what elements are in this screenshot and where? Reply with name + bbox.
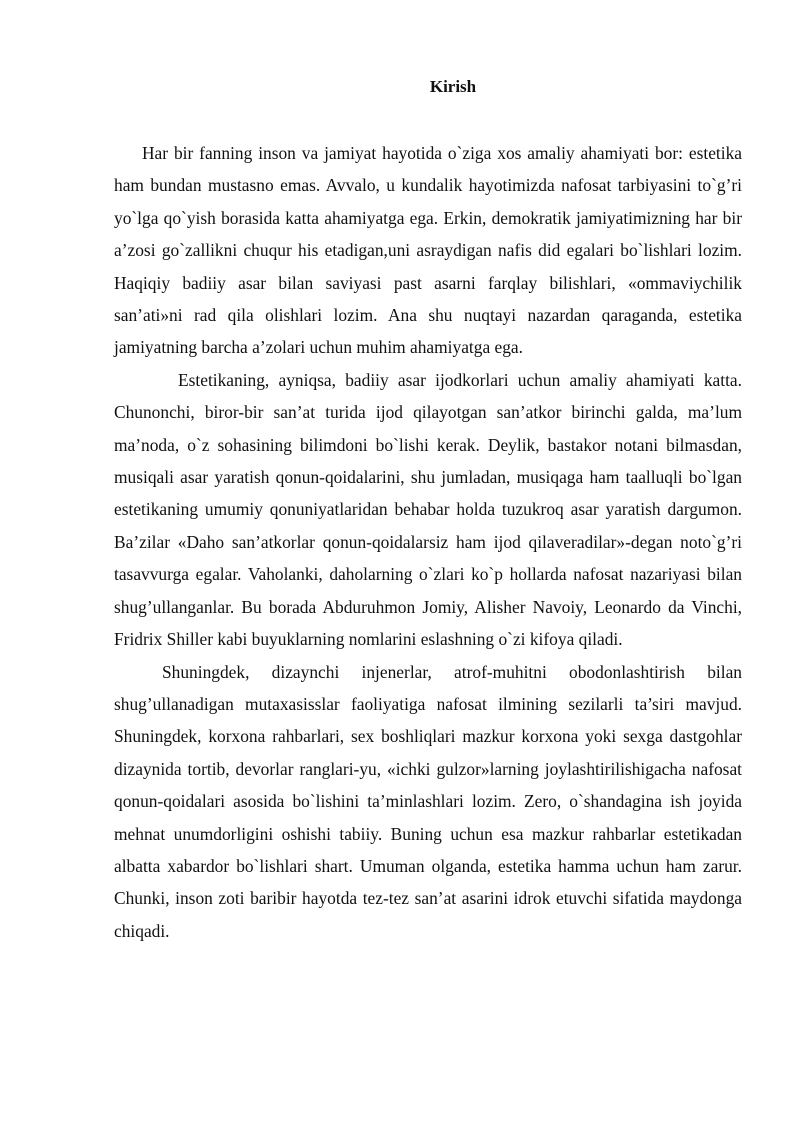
paragraph-2: Estetikaning, ayniqsa, badiiy asar ijodkorlari uchun amaliy ahamiyati katta. Chunonchi, biror-bir san’at turida ijod qilayotgan san’atkor birinchi galda, ma’lum ma’noda, o`z sohasining bilimdoni bo`lishi kerak. Deylik, bastakor notani bilmasdan, musiqali asar yaratish qonun-qoidalarini, shu jumladan, musiqaga ham taalluqli bo`lgan estetikaning umumiy qonuniyatlaridan behabar holda tuzukroq asar yaratish dargumon. Ba’zilar «Daho san’atkorlar qonun-qoidalarsiz ham ijod qilaveradilar»-degan noto`g’ri tasavvurga egalar. Vaholanki, daholarning o`zlari ko`p hollarda nafosat nazariyasi bilan shug’ullanganlar. Bu borada Abduruhmon Jomiy, Alisher Navoiy, Leonardo da Vinchi, Fridrix Shiller kabi buyuklarning nomlarini eslashning o`zi kifoya qiladi.	[114, 369, 742, 650]
paragraph-3: Shuningdek, dizaynchi injenerlar, atrof-muhitni obodonlashtirish bilan shug’ullanadigan mutaxasisslar faoliyatiga nafosat ilmining sezilarli ta’siri mavjud. Shuningdek, korxona rahbarlari, sex boshliqlari mazkur korxona yoki sexga dastgohlar dizaynida tortib, devorlar ranglari-yu, «ichki gulzor»larning joylashtirilishigacha nafosat qonun-qoidalari asosida bo`lishini ta’minlashlari lozim. Zero, o`shandagina ish joyida mehnat unumdorligini oshishi tabiiy. Buning uchun esa mazkur rahbarlar estetikadan albatta xabardor bo`lishlari shart. Umuman olganda, estetika hamma uchun ham zarur. Chunki, inson zoti baribir hayotda tez-tez san’at asarini idrok etuvchi sifatida maydonga chiqadi.	[114, 661, 742, 941]
paragraph-1: Har bir fanning inson va jamiyat hayotida o`ziga xos amaliy ahamiyati bor: estetika ham bundan mustasno emas. Avvalo, u kundalik hayotimizda nafosat tarbiyasini to`g’ri yo`lga qo`yish borasida katta ahamiyatga ega. Erkin, demokratik jamiyatimizning har bir a’zosi go`zallikni chuqur his etadigan,uni asraydigan nafis did egalari bo`lishlari lozim. Haqiqiy badiiy asar bilan saviyasi past asarni farqlay bilishlari, «ommaviychilik san’ati»ni rad qila olishlari lozim. Ana shu nuqtayi nazardan qaraganda, estetika jamiyatning barcha a’zolari uchun muhim ahamiyatga ega.	[114, 143, 742, 358]
document-body	[114, 137, 742, 947]
document-title: Kirish	[429, 77, 477, 96]
